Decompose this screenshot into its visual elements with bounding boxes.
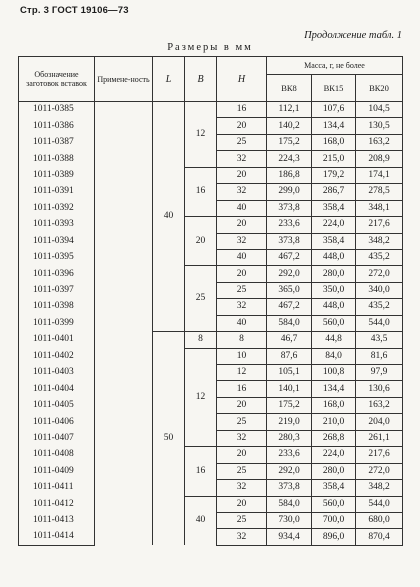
mass-vk15-cell: 179,2: [312, 167, 356, 183]
mass-vk15-cell: 168,0: [312, 397, 356, 413]
designation-cell: 1011-0402: [19, 348, 95, 364]
designation-cell: 1011-0391: [19, 184, 95, 200]
mass-vk15-cell: 358,4: [312, 480, 356, 496]
H-value-cell: 40: [217, 200, 267, 216]
mass-vk8-cell: 224,3: [267, 151, 312, 167]
H-value-cell: 32: [217, 529, 267, 545]
page-header-left: Стр. 3 ГОСТ 19106—73: [20, 5, 129, 16]
mass-vk15-cell: 896,0: [312, 529, 356, 545]
mass-vk15-cell: 268,8: [312, 430, 356, 446]
mass-vk15-cell: 280,0: [312, 266, 356, 282]
designation-cell: 1011-0404: [19, 381, 95, 397]
table-row: [19, 348, 403, 364]
header-application: Примене-ность: [95, 57, 153, 102]
designation-cell: 1011-0394: [19, 233, 95, 249]
B-value-cell: 20: [185, 217, 217, 266]
mass-vk20-cell: 435,2: [356, 299, 403, 315]
mass-vk15-cell: 560,0: [312, 496, 356, 512]
mass-vk15-cell: 448,0: [312, 249, 356, 265]
L-value-cell: 50: [153, 332, 185, 546]
mass-vk8-cell: 373,8: [267, 200, 312, 216]
H-value-cell: 32: [217, 233, 267, 249]
header-H: H: [217, 57, 267, 102]
mass-vk8-cell: 175,2: [267, 397, 312, 413]
B-value-cell: 25: [185, 266, 217, 332]
mass-vk8-cell: 584,0: [267, 496, 312, 512]
mass-vk8-cell: 292,0: [267, 463, 312, 479]
mass-vk8-cell: 467,2: [267, 299, 312, 315]
mass-vk20-cell: 130,5: [356, 118, 403, 134]
table-row: [19, 167, 403, 183]
mass-vk20-cell: 348,2: [356, 233, 403, 249]
table-row: [19, 217, 403, 233]
H-value-cell: 32: [217, 480, 267, 496]
mass-vk20-cell: 348,1: [356, 200, 403, 216]
mass-vk20-cell: 163,2: [356, 134, 403, 150]
B-value-cell: 16: [185, 167, 217, 216]
H-value-cell: 40: [217, 249, 267, 265]
mass-vk8-cell: 292,0: [267, 266, 312, 282]
mass-vk15-cell: 700,0: [312, 512, 356, 528]
H-value-cell: 20: [217, 397, 267, 413]
mass-vk15-cell: 100,8: [312, 365, 356, 381]
mass-vk20-cell: 680,0: [356, 512, 403, 528]
mass-vk20-cell: 217,6: [356, 447, 403, 463]
designation-cell: 1011-0406: [19, 414, 95, 430]
B-value-cell: 12: [185, 102, 217, 168]
mass-vk20-cell: 43,5: [356, 332, 403, 348]
mass-vk15-cell: 358,4: [312, 233, 356, 249]
mass-vk20-cell: 278,5: [356, 184, 403, 200]
mass-vk15-cell: 134,4: [312, 381, 356, 397]
mass-vk20-cell: 348,2: [356, 480, 403, 496]
mass-vk8-cell: 373,8: [267, 233, 312, 249]
mass-vk8-cell: 140,1: [267, 381, 312, 397]
designation-cell: 1011-0392: [19, 200, 95, 216]
mass-vk8-cell: 934,4: [267, 529, 312, 545]
mass-vk20-cell: 870,4: [356, 529, 403, 545]
header-designation: Обозначение заготовок вставок: [19, 57, 95, 102]
mass-vk20-cell: 97,9: [356, 365, 403, 381]
mass-vk20-cell: 261,1: [356, 430, 403, 446]
H-value-cell: 20: [217, 118, 267, 134]
designation-cell: 1011-0411: [19, 480, 95, 496]
mass-vk8-cell: 365,0: [267, 282, 312, 298]
header-mass-group: Масса, г, не более: [267, 57, 403, 75]
H-value-cell: 16: [217, 102, 267, 118]
mass-vk20-cell: 340,0: [356, 282, 403, 298]
mass-vk8-cell: 584,0: [267, 315, 312, 331]
mass-vk8-cell: 219,0: [267, 414, 312, 430]
H-value-cell: 32: [217, 299, 267, 315]
H-value-cell: 20: [217, 167, 267, 183]
mass-vk20-cell: 174,1: [356, 167, 403, 183]
mass-vk15-cell: 448,0: [312, 299, 356, 315]
designation-cell: 1011-0403: [19, 365, 95, 381]
H-value-cell: 32: [217, 184, 267, 200]
designation-cell: 1011-0407: [19, 430, 95, 446]
H-value-cell: 20: [217, 447, 267, 463]
H-value-cell: 32: [217, 151, 267, 167]
mass-vk20-cell: 130,6: [356, 381, 403, 397]
header-grade-vk15: ВК15: [312, 75, 356, 102]
mass-vk8-cell: 87,6: [267, 348, 312, 364]
mass-vk20-cell: 204,0: [356, 414, 403, 430]
designation-cell: 1011-0401: [19, 332, 95, 348]
H-value-cell: 40: [217, 315, 267, 331]
designation-cell: 1011-0405: [19, 397, 95, 413]
table-row: [19, 266, 403, 282]
B-value-cell: 8: [185, 332, 217, 348]
designation-cell: 1011-0396: [19, 266, 95, 282]
H-value-cell: 20: [217, 217, 267, 233]
designation-cell: 1011-0395: [19, 249, 95, 265]
mass-vk20-cell: 544,0: [356, 315, 403, 331]
table-caption: Размеры в мм: [167, 42, 253, 53]
designation-cell: 1011-0409: [19, 463, 95, 479]
header-L: L: [153, 57, 185, 102]
H-value-cell: 25: [217, 414, 267, 430]
H-value-cell: 16: [217, 381, 267, 397]
mass-vk15-cell: 224,0: [312, 447, 356, 463]
mass-vk8-cell: 730,0: [267, 512, 312, 528]
designation-cell: 1011-0385: [19, 102, 95, 118]
designation-cell: 1011-0389: [19, 167, 95, 183]
H-value-cell: 25: [217, 282, 267, 298]
table-continuation-label: Продолжение табл. 1: [304, 30, 402, 41]
mass-vk15-cell: 280,0: [312, 463, 356, 479]
B-value-cell: 16: [185, 447, 217, 496]
table-row: [19, 496, 403, 512]
H-value-cell: 20: [217, 496, 267, 512]
mass-vk20-cell: 435,2: [356, 249, 403, 265]
mass-vk15-cell: 350,0: [312, 282, 356, 298]
mass-vk20-cell: 544,0: [356, 496, 403, 512]
mass-vk20-cell: 81,6: [356, 348, 403, 364]
mass-vk8-cell: 175,2: [267, 134, 312, 150]
mass-vk15-cell: 84,0: [312, 348, 356, 364]
mass-vk15-cell: 560,0: [312, 315, 356, 331]
mass-vk8-cell: 186,8: [267, 167, 312, 183]
mass-vk8-cell: 112,1: [267, 102, 312, 118]
L-value-cell: 40: [153, 102, 185, 332]
B-value-cell: 12: [185, 348, 217, 447]
mass-vk8-cell: 299,0: [267, 184, 312, 200]
designation-cell: 1011-0399: [19, 315, 95, 331]
designation-cell: 1011-0387: [19, 134, 95, 150]
mass-vk15-cell: 286,7: [312, 184, 356, 200]
mass-vk15-cell: 224,0: [312, 217, 356, 233]
header-B: B: [185, 57, 217, 102]
designation-cell: 1011-0414: [19, 529, 95, 545]
mass-vk20-cell: 163,2: [356, 397, 403, 413]
mass-vk15-cell: 358,4: [312, 200, 356, 216]
designation-cell: 1011-0408: [19, 447, 95, 463]
designation-cell: 1011-0412: [19, 496, 95, 512]
mass-vk15-cell: 134,4: [312, 118, 356, 134]
designation-cell: 1011-0398: [19, 299, 95, 315]
mass-vk8-cell: 46,7: [267, 332, 312, 348]
mass-vk20-cell: 104,5: [356, 102, 403, 118]
mass-vk20-cell: 208,9: [356, 151, 403, 167]
mass-vk8-cell: 373,8: [267, 480, 312, 496]
mass-vk8-cell: 105,1: [267, 365, 312, 381]
mass-vk20-cell: 272,0: [356, 463, 403, 479]
mass-vk15-cell: 44,8: [312, 332, 356, 348]
mass-vk20-cell: 272,0: [356, 266, 403, 282]
mass-vk8-cell: 233,6: [267, 217, 312, 233]
H-value-cell: 25: [217, 512, 267, 528]
designation-cell: 1011-0386: [19, 118, 95, 134]
H-value-cell: 25: [217, 134, 267, 150]
application-cell: [95, 102, 153, 546]
dimensions-table: [18, 56, 403, 546]
header-grade-vk8: ВК8: [267, 75, 312, 102]
B-value-cell: 40: [185, 496, 217, 545]
designation-cell: 1011-0393: [19, 217, 95, 233]
mass-vk15-cell: 168,0: [312, 134, 356, 150]
table-row: [19, 447, 403, 463]
H-value-cell: 10: [217, 348, 267, 364]
mass-vk15-cell: 107,6: [312, 102, 356, 118]
H-value-cell: 25: [217, 463, 267, 479]
H-value-cell: 8: [217, 332, 267, 348]
mass-vk15-cell: 210,0: [312, 414, 356, 430]
header-grade-vk20: ВК20: [356, 75, 403, 102]
table-body: [19, 102, 403, 546]
mass-vk20-cell: 217,6: [356, 217, 403, 233]
H-value-cell: 32: [217, 430, 267, 446]
mass-vk15-cell: 215,0: [312, 151, 356, 167]
designation-cell: 1011-0397: [19, 282, 95, 298]
table-row: [19, 332, 403, 348]
H-value-cell: 20: [217, 266, 267, 282]
H-value-cell: 12: [217, 365, 267, 381]
mass-vk8-cell: 467,2: [267, 249, 312, 265]
mass-vk8-cell: 233,6: [267, 447, 312, 463]
mass-vk8-cell: 140,2: [267, 118, 312, 134]
table-row: [19, 102, 403, 118]
designation-cell: 1011-0413: [19, 512, 95, 528]
designation-cell: 1011-0388: [19, 151, 95, 167]
mass-vk8-cell: 280,3: [267, 430, 312, 446]
